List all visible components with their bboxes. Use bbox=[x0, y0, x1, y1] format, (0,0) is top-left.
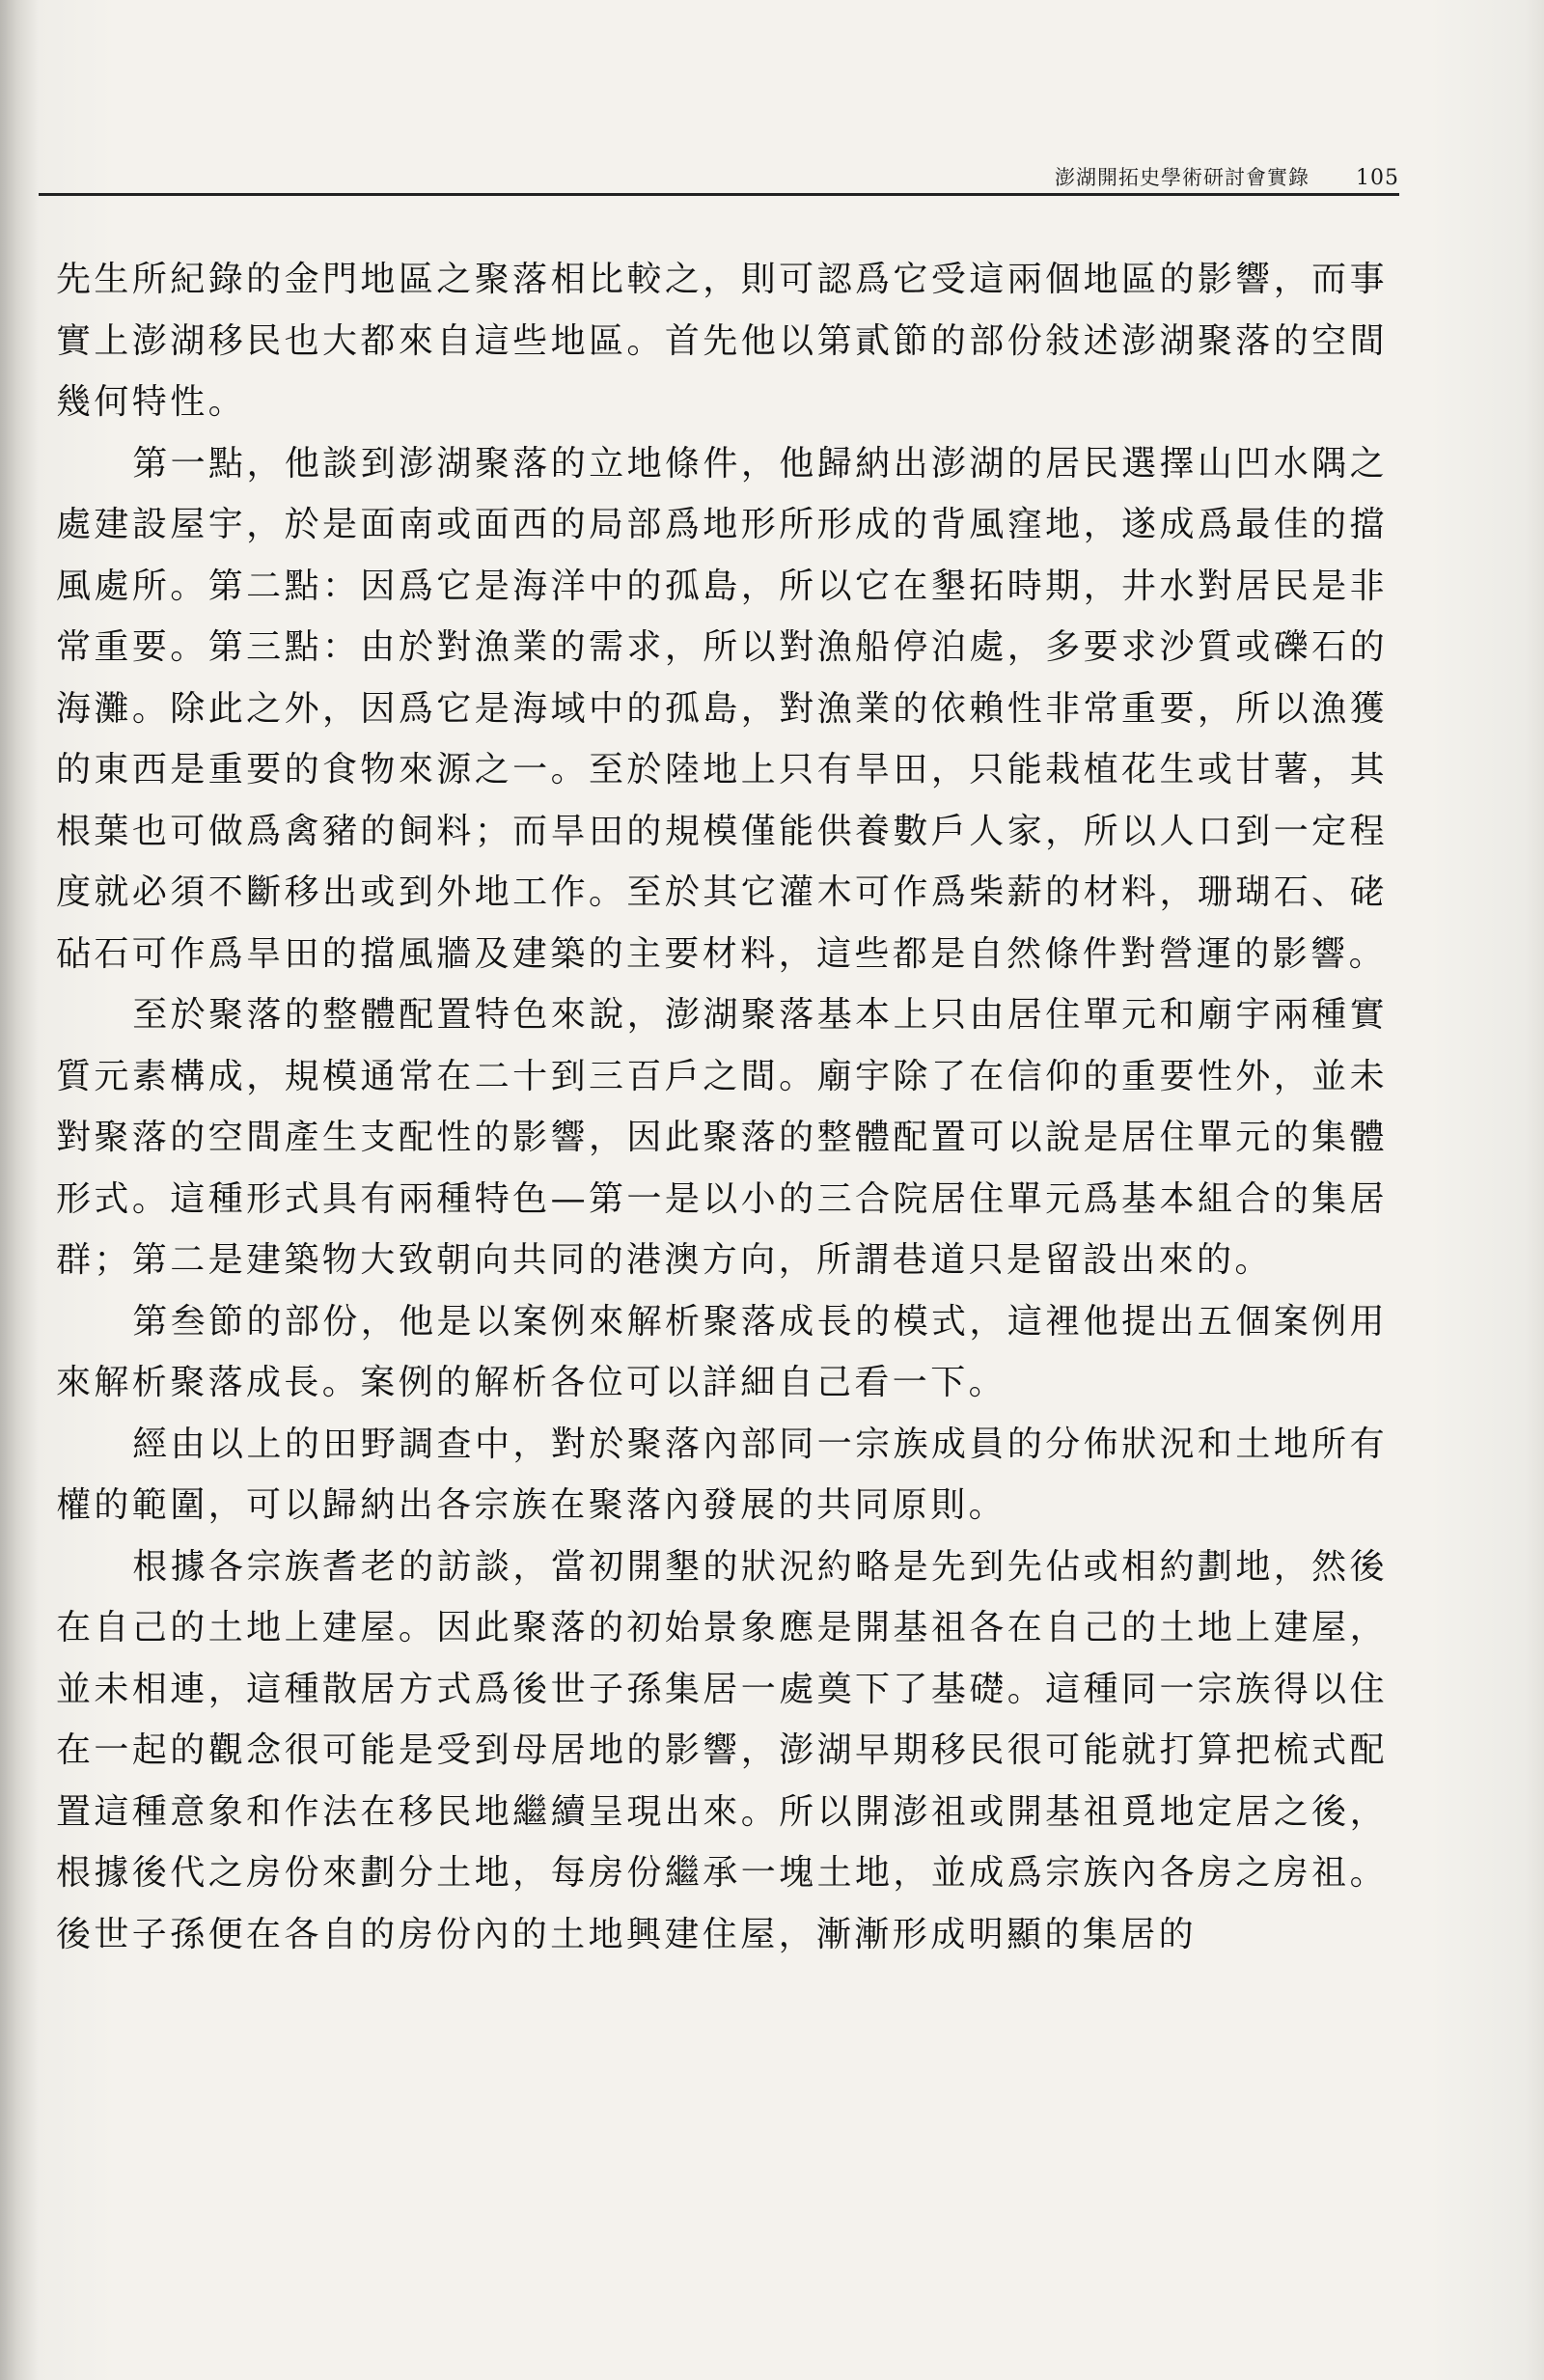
running-title: 澎湖開拓史學術研討會實錄 bbox=[1055, 166, 1310, 189]
body-text bbox=[56, 249, 1388, 1965]
paragraph-4: 第叁節的部份，他是以案例來解析聚落成長的模式，這裡他提出五個案例用來解析聚落成長。案例的解析各位可以詳細自己看一下。 bbox=[56, 1301, 1388, 1402]
page-number: 105 bbox=[1356, 166, 1399, 190]
paragraph-6: 根據各宗族耆老的訪談，當初開墾的狀況約略是先到先佔或相約劃地，然後在自己的土地上建屋。因此聚落的初始景象應是開基祖各在自己的土地上建屋，並未相連，這種散居方式爲後世子孫集居一處奠下了基礎。這種同一宗族得以住在一起的觀念很可能是受到母居地的影響，澎湖早期移民很可能就打算把梳式配置這種意象和作法在移民地繼續呈現出來。所以開澎祖或開基祖覓地定居之後，根據後代之房份來劃分土地，每房份繼承一塊土地，並成爲宗族內各房之房祖。後世子孫便在各自的房份內的土地興建住屋，漸漸形成明顯的集居的 bbox=[56, 1546, 1388, 1954]
header-rule bbox=[39, 193, 1399, 196]
paragraph-3: 至於聚落的整體配置特色來說，澎湖聚落基本上只由居住單元和廟宇兩種實質元素構成，規模通常在二十到三百戶之間。廟宇除了在信仰的重要性外，並未對聚落的空間產生支配性的影響，因此聚落的整體配置可以說是居住單元的集體形式。這種形式具有兩種特色—第一是以小的三合院居住單元爲基本組合的集居群；第二是建築物大致朝向共同的港澳方向，所謂巷道只是留設出來的。 bbox=[56, 995, 1388, 1280]
paragraph-1: 先生所紀錄的金門地區之聚落相比較之，則可認爲它受這兩個地區的影響，而事實上澎湖移民也大都來自這些地區。首先他以第貳節的部份敍述澎湖聚落的空間幾何特性。 bbox=[56, 260, 1388, 422]
running-header bbox=[39, 162, 1399, 191]
paragraph-2: 第一點，他談到澎湖聚落的立地條件，他歸納出澎湖的居民選擇山凹水隅之處建設屋宇，於是面南或面西的局部爲地形所形成的背風窪地，遂成爲最佳的擋風處所。第二點：因爲它是海洋中的孤島，所以它在墾拓時期，井水對居民是非常重要。第三點：由於對漁業的需求，所以對漁船停泊處，多要求沙質或礫石的海灘。除此之外，因爲它是海域中的孤島，對漁業的依賴性非常重要，所以漁獲的東西是重要的食物來源之一。至於陸地上只有旱田，只能栽植花生或甘薯，其根葉也可做爲禽豬的飼料；而旱田的規模僅能供養數戶人家，所以人口到一定程度就必須不斷移出或到外地工作。至於其它灌木可作爲柴薪的材料，珊瑚石、硓砧石可作爲旱田的擋風牆及建築的主要材料，這些都是自然條件對營運的影響。 bbox=[56, 443, 1388, 974]
paragraph-5: 經由以上的田野調查中，對於聚落內部同一宗族成員的分佈狀況和土地所有權的範圍，可以歸納出各宗族在聚落內發展的共同原則。 bbox=[56, 1424, 1388, 1525]
